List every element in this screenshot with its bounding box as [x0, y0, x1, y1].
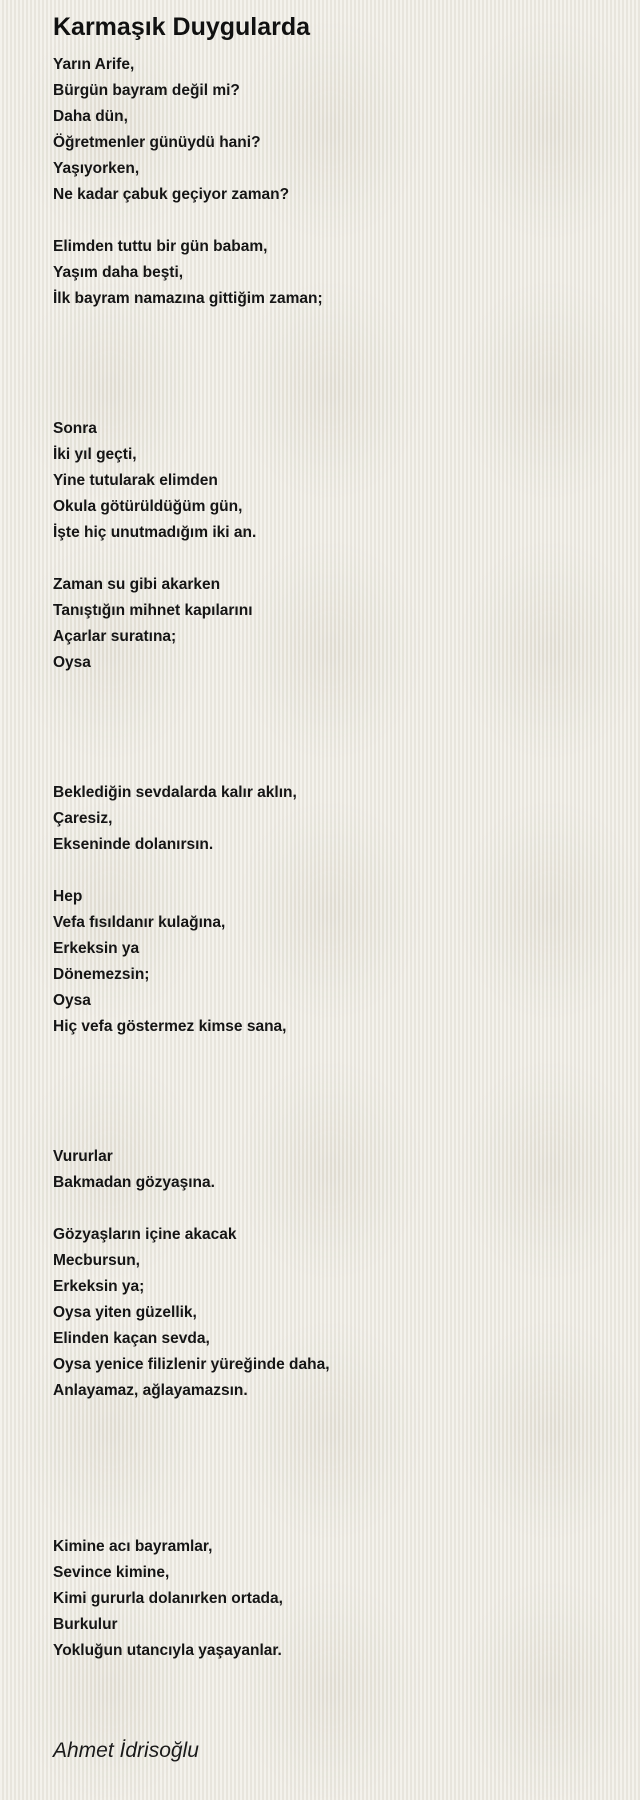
poem-line: Oysa	[53, 654, 91, 671]
poem-title: Karmaşık Duygularda	[53, 13, 311, 41]
poem-line: Burkulur	[53, 1616, 118, 1633]
section-gap	[53, 312, 613, 416]
poem-line: Vururlar	[53, 1148, 113, 1165]
poem-line: Ne kadar çabuk geçiyor zaman?	[53, 186, 290, 203]
poem-line: Oysa yiten güzellik,	[53, 1304, 197, 1321]
poem-line: Açarlar suratına;	[53, 628, 177, 645]
poem-line: Hep	[53, 888, 83, 905]
poem-line: Yaşıyorken,	[53, 160, 140, 177]
poem-line: Anlayamaz, ağlayamazsın.	[53, 1382, 248, 1399]
poem-line: Yarın Arife,	[53, 56, 135, 73]
poem-line: Oysa	[53, 992, 91, 1009]
poem-line: Okula götürüldüğüm gün,	[53, 498, 243, 515]
poem-line: Elinden kaçan sevda,	[53, 1330, 210, 1347]
stanza-gap	[53, 546, 613, 572]
poem-line: Gözyaşların içine akacak	[53, 1226, 237, 1243]
poem-line: Hiç vefa göstermez kimse sana,	[53, 1018, 287, 1035]
poem-line: İşte hiç unutmadığım iki an.	[53, 524, 257, 541]
poem-line: Kimi gururla dolanırken ortada,	[53, 1590, 283, 1607]
poem-line: Yaşım daha beşti,	[53, 264, 184, 281]
poem-line: Elimden tuttu bir gün babam,	[53, 238, 268, 255]
stanza	[53, 1222, 613, 1404]
poem-line: Yine tutularak elimden	[53, 472, 218, 489]
poem-line: Bakmadan gözyaşına.	[53, 1174, 215, 1191]
poem-line: Vefa fısıldanır kulağına,	[53, 914, 226, 931]
poem-line: Sonra	[53, 420, 97, 437]
poem-line: Zaman su gibi akarken	[53, 576, 221, 593]
poem-body	[53, 52, 613, 1664]
poem-line: Mecbursun,	[53, 1252, 140, 1269]
poem-line: Öğretmenler günüydü hani?	[53, 134, 261, 151]
poem-line: İlk bayram namazına gittiğim zaman;	[53, 290, 323, 307]
stanza	[53, 884, 613, 1040]
poem-line: Daha dün,	[53, 108, 128, 125]
section-gap	[53, 1040, 613, 1144]
poem-line: Beklediğin sevdalarda kalır aklın,	[53, 784, 297, 801]
poem-line: Erkeksin ya;	[53, 1278, 145, 1295]
stanza-gap	[53, 208, 613, 234]
section-gap	[53, 676, 613, 780]
poem-line: İki yıl geçti,	[53, 446, 137, 463]
stanza	[53, 416, 613, 546]
poem-line: Yokluğun utancıyla yaşayanlar.	[53, 1642, 282, 1659]
poem-line: Kimine acı bayramlar,	[53, 1538, 213, 1555]
stanza	[53, 52, 613, 208]
poem-author: Ahmet İdrisoğlu	[53, 1739, 199, 1762]
stanza-gap	[53, 858, 613, 884]
poem-line: Dönemezsin;	[53, 966, 150, 983]
stanza	[53, 572, 613, 676]
stanza	[53, 234, 613, 312]
poem-line: Bürgün bayram değil mi?	[53, 82, 240, 99]
stanza-gap	[53, 1196, 613, 1222]
poem-line: Erkeksin ya	[53, 940, 140, 957]
stanza	[53, 1534, 613, 1664]
poem-line: Çaresiz,	[53, 810, 113, 827]
stanza	[53, 780, 613, 858]
poem-line: Oysa yenice filizlenir yüreğinde daha,	[53, 1356, 330, 1373]
poem-line: Ekseninde dolanırsın.	[53, 836, 214, 853]
poem-line: Sevince kimine,	[53, 1564, 170, 1581]
section-gap	[53, 1404, 613, 1534]
poem-line: Tanıştığın mihnet kapılarını	[53, 602, 253, 619]
stanza	[53, 1144, 613, 1196]
